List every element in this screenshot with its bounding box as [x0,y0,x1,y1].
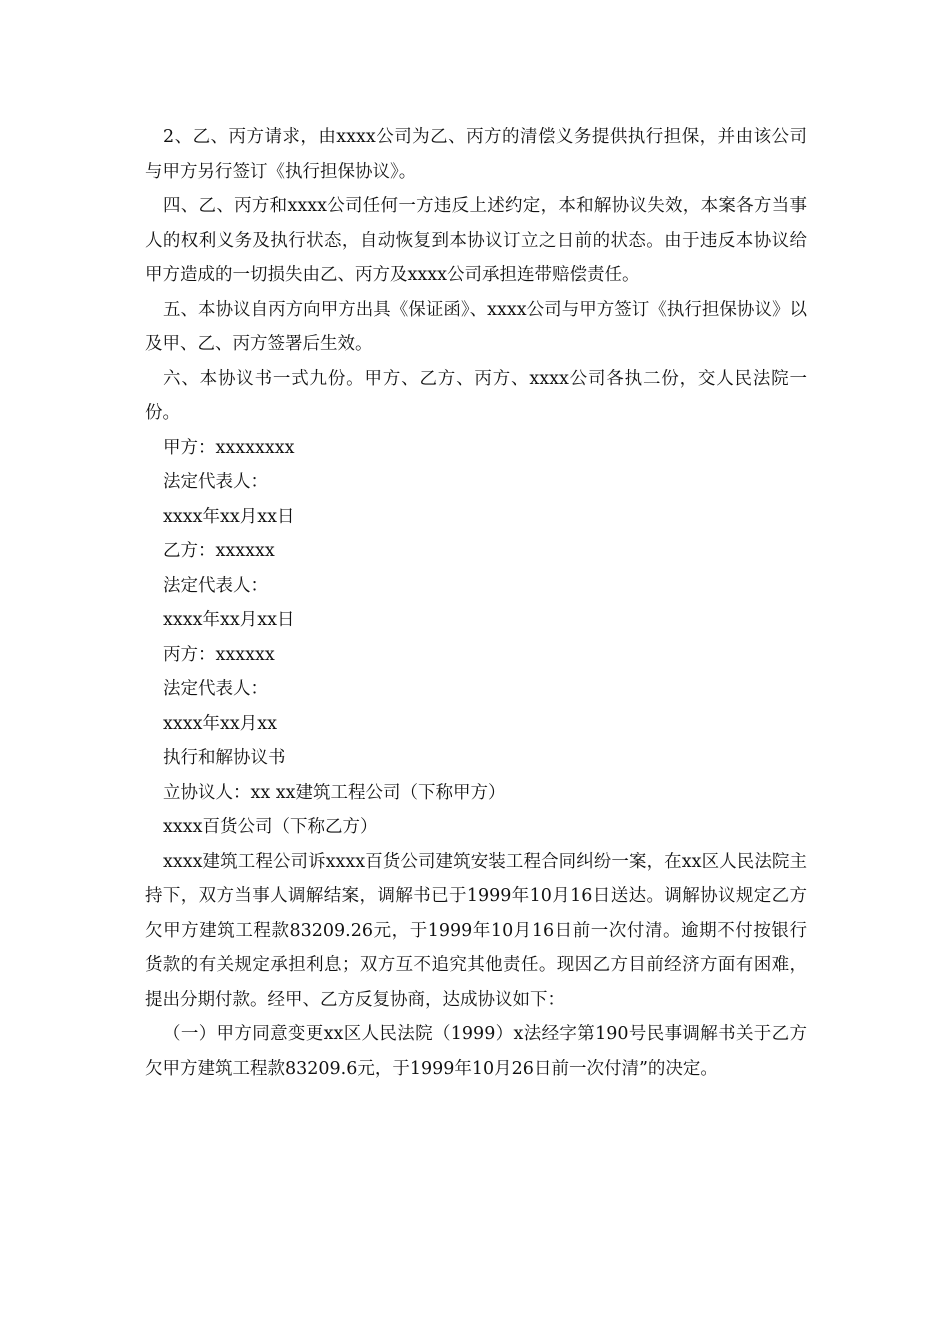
party-a-line: 甲方：xxxxxxxx [163,437,295,458]
party-c-line: 丙方：xxxxxx [163,644,275,665]
party-b-name-line: xxxx百货公司（下称乙方） [163,817,378,837]
paragraph-article-six: 六、本协议书一式九份。甲方、乙方、丙方、xxxx公司各执二份，交人民法院一份。 [145,368,807,423]
party-b-representative: 法定代表人： [163,575,268,596]
paragraph-article-four: 四、乙、丙方和xxxx公司任何一方违反上述约定，本和解协议失效，本案各方当事人的权利义务及执行状态，自动恢复到本协议订立之日前的状态。由于违反本协议给甲方造成的一切损失由乙、丙方及xxxx公司承担连带赔偿责任。 [145,196,807,285]
document-body [145,120,807,1086]
party-b-date: xxxx年xx月xx日 [163,610,295,630]
paragraph-article-five: 五、本协议自丙方向甲方出具《保证函》、xxxx公司与甲方签订《执行担保协议》以及甲、乙、丙方签署后生效。 [145,299,807,354]
paragraph-guarantee-request: 2、乙、丙方请求，由xxxx公司为乙、丙方的清偿义务提供执行担保，并由该公司与甲方另行签订《执行担保协议》。 [145,127,807,182]
second-document-title: 执行和解协议书 [163,748,286,768]
party-c-date: xxxx年xx月xx [163,713,277,734]
party-a-date: xxxx年xx月xx日 [163,506,295,527]
clause-one-paragraph: （一）甲方同意变更xx区人民法院（1999）x法经字第190号民事调解书关于乙方欠甲方建筑工程款83209.6元，于1999年10月26日前一次付清”的决定。 [145,1024,807,1079]
case-background-paragraph: xxxx建筑工程公司诉xxxx百货公司建筑安装工程合同纠纷一案，在xx区人民法院主持下，双方当事人调解结案，调解书已于1999年10月16日送达。调解协议规定乙方欠甲方建筑工程款83209.26元，于1999年10月16日前一次付清。逾期不付按银行货款的有关规定承担利息；双方互不追究其他责任。现因乙方目前经济方面有困难，提出分期付款。经甲、乙方反复协商，达成协议如下： [145,851,807,1010]
party-a-representative: 法定代表人： [163,472,268,492]
party-c-representative: 法定代表人： [163,679,268,699]
agreement-parties-line: 立协议人：xx xx建筑工程公司（下称甲方） [163,782,506,803]
party-b-line: 乙方：xxxxxx [163,541,275,561]
